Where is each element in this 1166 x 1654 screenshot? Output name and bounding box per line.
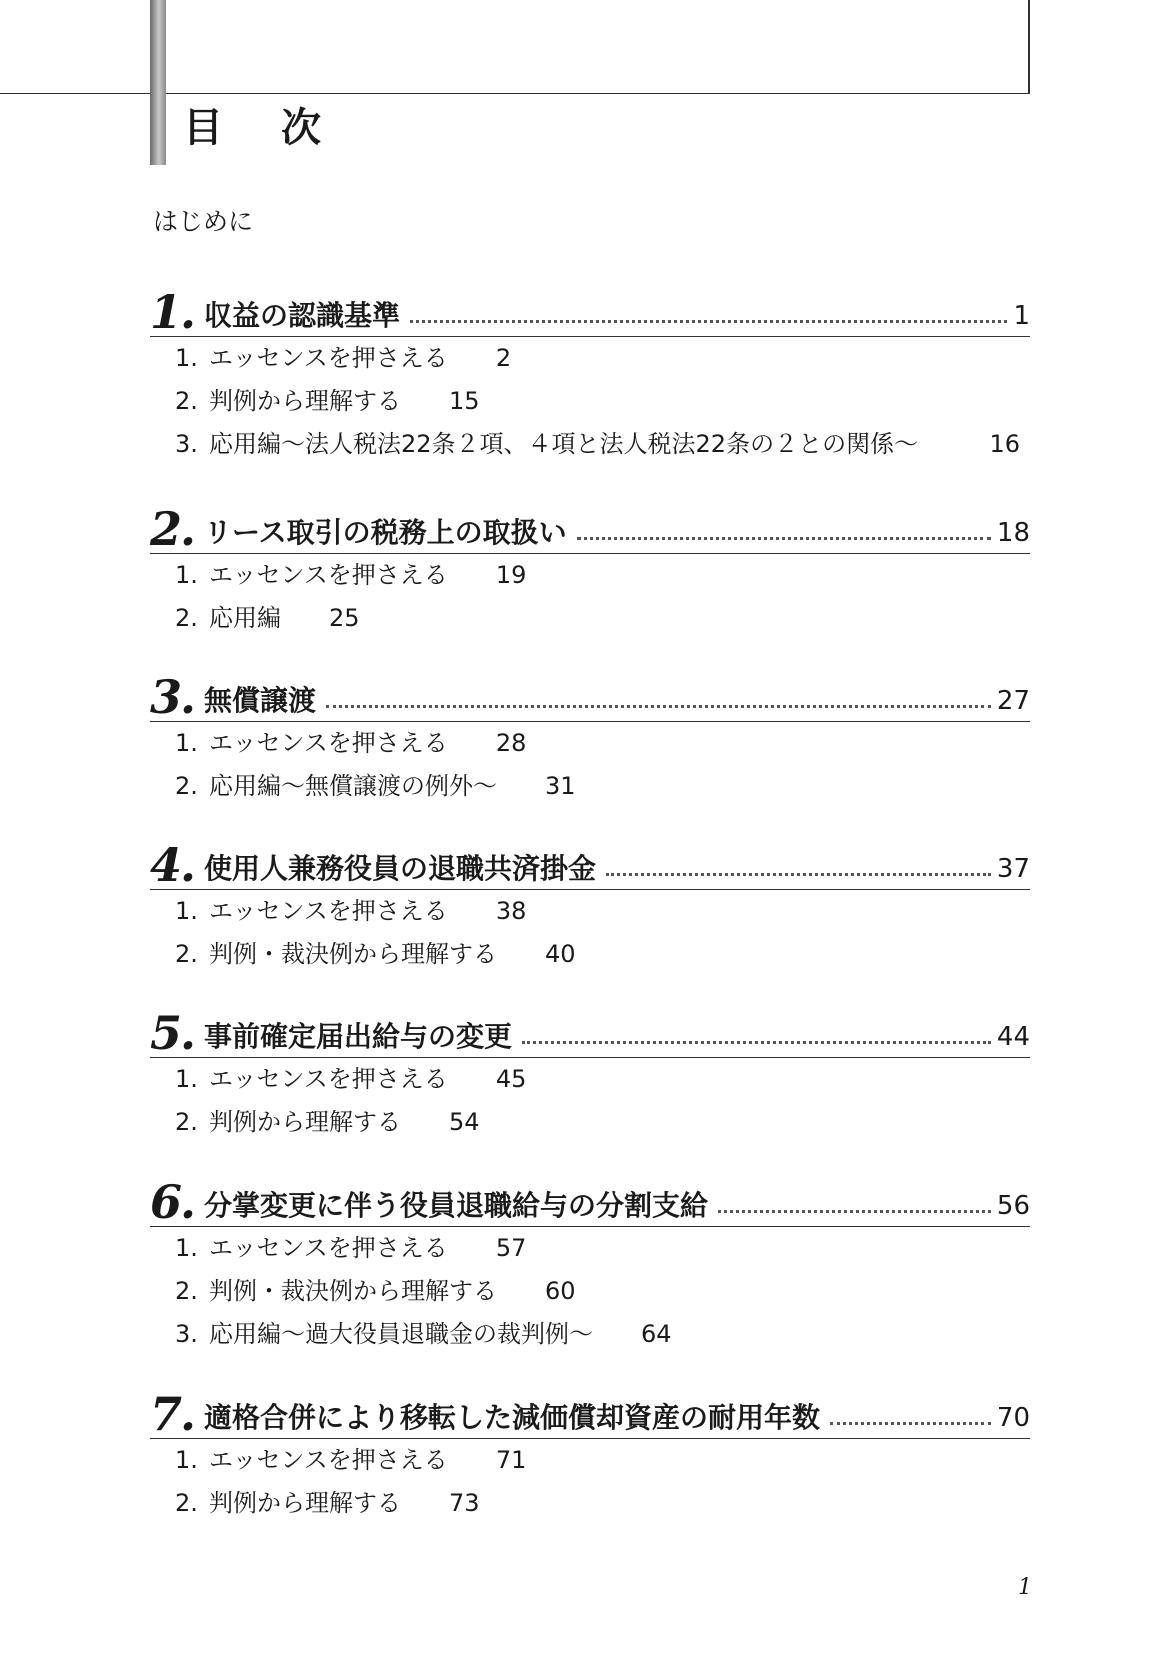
section-title: 応用編～過大役員退職金の裁判例～: [209, 1320, 593, 1348]
section-number: 1.: [175, 561, 198, 589]
section-page: 57: [495, 1234, 527, 1262]
section-entry: [150, 1101, 1030, 1144]
chapter-page: 37: [996, 854, 1030, 884]
chapter-5: [150, 1006, 1030, 1144]
chapter-heading: [150, 1175, 1030, 1227]
section-entry: [150, 765, 1030, 808]
section-page: 2: [495, 344, 512, 372]
chapter-number: 6.: [150, 1175, 195, 1229]
section-page: 64: [641, 1320, 672, 1348]
chapter-number: 4.: [150, 838, 195, 892]
section-number: 1.: [175, 897, 198, 925]
chapter-page: 18: [996, 518, 1030, 548]
section-entry: [150, 1313, 1030, 1356]
chapter-title: 分掌変更に伴う役員退職給与の分割支給: [204, 1189, 709, 1222]
chapter-heading: [150, 670, 1030, 722]
section-title: エッセンスを押さえる: [209, 1446, 448, 1474]
leader-dots: [606, 873, 991, 876]
section-entry: [150, 1270, 1030, 1313]
section-number: 3.: [175, 1320, 198, 1348]
leader-dots: [718, 1210, 991, 1213]
section-title: 応用編～法人税法22条２項、４項と法人税法22条の２との関係～: [209, 430, 919, 458]
page-number: 1: [1018, 1575, 1032, 1600]
section-title: エッセンスを押さえる: [209, 561, 448, 589]
section-page: 40: [545, 940, 576, 968]
leader-dots: [577, 537, 991, 540]
section-number: 2.: [175, 604, 198, 632]
chapter-number: 7.: [150, 1387, 195, 1441]
section-entry: [150, 933, 1030, 976]
section-title: エッセンスを押さえる: [209, 1065, 448, 1093]
section-number: 2.: [175, 1108, 198, 1136]
section-number: 3.: [175, 430, 198, 458]
chapter-page: 27: [996, 686, 1030, 716]
chapter-7: [150, 1387, 1030, 1525]
section-entry: [150, 597, 1030, 640]
chapter-number: 5.: [150, 1006, 195, 1060]
section-page: 38: [495, 897, 527, 925]
section-number: 2.: [175, 1277, 198, 1305]
section-entry: [150, 1482, 1030, 1525]
section-page: 15: [449, 387, 480, 415]
section-page: 73: [449, 1489, 480, 1517]
section-page: 16: [989, 430, 1020, 458]
section-page: 28: [495, 729, 527, 757]
section-entry: [150, 380, 1030, 423]
header-box-edge: [1028, 0, 1030, 94]
chapter-title: リース取引の税務上の取扱い: [204, 516, 567, 549]
section-title: エッセンスを押さえる: [209, 897, 448, 925]
chapter-number: 3.: [150, 670, 195, 724]
section-number: 2.: [175, 387, 198, 415]
section-entry: [150, 1058, 1030, 1101]
section-number: 1.: [175, 344, 198, 372]
section-entry: [150, 890, 1030, 933]
section-page: 19: [495, 561, 527, 589]
chapter-page: 56: [996, 1191, 1030, 1221]
section-title: 判例から理解する: [209, 1489, 401, 1517]
chapter-title: 使用人兼務役員の退職共済掛金: [204, 852, 597, 885]
section-title: エッセンスを押さえる: [209, 729, 448, 757]
section-number: 2.: [175, 1489, 198, 1517]
chapter-3: [150, 670, 1030, 808]
chapter-heading: [150, 1006, 1030, 1058]
section-number: 1.: [175, 1065, 198, 1093]
leader-dots: [830, 1422, 991, 1425]
section-title: 判例から理解する: [209, 387, 401, 415]
section-title: 判例から理解する: [209, 1108, 401, 1136]
section-title: 応用編～無償譲渡の例外～: [209, 772, 497, 800]
section-title: 判例・裁決例から理解する: [209, 1277, 497, 1305]
section-number: 1.: [175, 729, 198, 757]
intro-entry: はじめに: [153, 207, 254, 236]
section-entry: [150, 722, 1030, 765]
section-entry: [150, 1227, 1030, 1270]
chapter-number: 2.: [150, 502, 195, 556]
section-page: 25: [329, 604, 360, 632]
section-page: 54: [449, 1108, 480, 1136]
title-accent-bar: [150, 0, 166, 165]
chapter-title: 無償譲渡: [204, 684, 317, 717]
chapter-title: 適格合併により移転した減価償却資産の耐用年数: [204, 1401, 821, 1434]
chapter-page: 70: [996, 1403, 1030, 1433]
section-number: 1.: [175, 1234, 198, 1262]
chapter-page: 44: [996, 1022, 1030, 1052]
chapter-heading: [150, 502, 1030, 554]
section-entry: [150, 1439, 1030, 1482]
section-title: エッセンスを押さえる: [209, 1234, 448, 1262]
section-entry: [150, 554, 1030, 597]
leader-dots: [410, 320, 1007, 323]
section-page: 60: [545, 1277, 576, 1305]
chapter-title: 事前確定届出給与の変更: [204, 1020, 513, 1053]
section-page: 45: [495, 1065, 527, 1093]
section-entry: [150, 423, 1030, 466]
chapter-heading: [150, 1387, 1030, 1439]
chapter-2: [150, 502, 1030, 640]
section-entry: [150, 337, 1030, 380]
section-page: 31: [545, 772, 576, 800]
chapter-heading: [150, 285, 1030, 337]
leader-dots: [522, 1041, 991, 1044]
chapter-6: [150, 1175, 1030, 1356]
chapter-page: 1: [1013, 301, 1030, 331]
chapter-1: [150, 285, 1030, 466]
page-title: 目次: [183, 105, 379, 151]
section-number: 1.: [175, 1446, 198, 1474]
section-number: 2.: [175, 772, 198, 800]
leader-dots: [326, 705, 991, 708]
section-page: 71: [495, 1446, 527, 1474]
section-title: エッセンスを押さえる: [209, 344, 448, 372]
section-title: 判例・裁決例から理解する: [209, 940, 497, 968]
section-number: 2.: [175, 940, 198, 968]
chapter-title: 収益の認識基準: [204, 299, 401, 332]
section-title: 応用編: [209, 604, 281, 632]
chapter-number: 1.: [150, 285, 195, 339]
chapter-4: [150, 838, 1030, 976]
chapter-heading: [150, 838, 1030, 890]
